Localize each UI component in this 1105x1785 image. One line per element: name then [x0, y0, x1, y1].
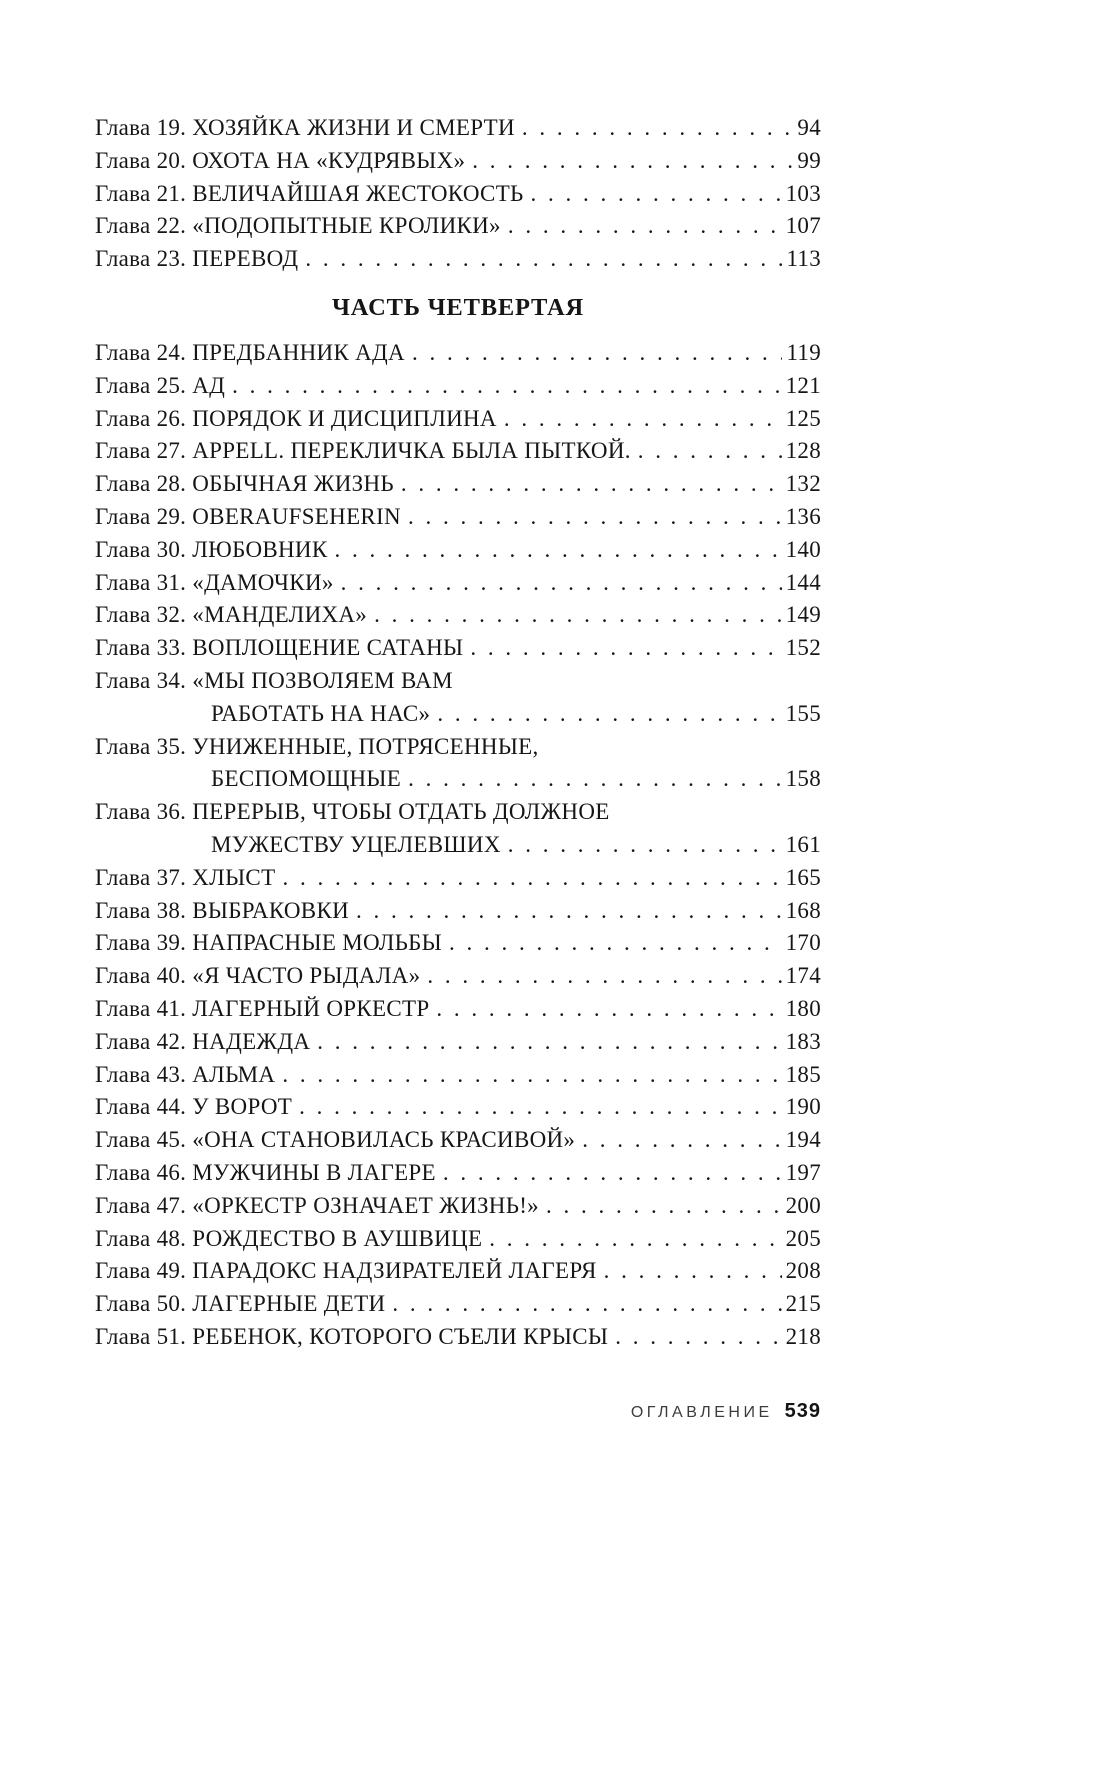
toc-entry	[95, 895, 821, 928]
dot-leader	[436, 993, 781, 1026]
toc-entry-title: Глава 28. ОБЫЧНАЯ ЖИЗНЬ	[95, 471, 394, 497]
toc-entry-page-number: 155	[785, 700, 821, 726]
toc-entry-page-number: 140	[785, 536, 821, 562]
toc-entry-line	[95, 243, 821, 276]
dot-leader	[546, 1190, 782, 1223]
dot-leader	[408, 501, 782, 534]
toc-entry	[95, 862, 821, 895]
toc-entry-line	[95, 370, 821, 403]
dot-leader	[437, 698, 781, 731]
toc-entry-page-number: 158	[785, 766, 821, 792]
toc-entry-line	[95, 829, 821, 862]
dot-leader	[401, 468, 782, 501]
toc-entry	[95, 632, 821, 665]
toc-entry-page-number: 190	[785, 1094, 821, 1120]
toc-entry	[95, 112, 821, 145]
toc-entry-title: МУЖЕСТВУ УЦЕЛЕВШИХ	[211, 831, 501, 857]
toc-entry-title: Глава 45. «ОНА СТАНОВИЛАСЬ КРАСИВОЙ»	[95, 1127, 576, 1153]
dot-leader	[282, 862, 781, 895]
dot-leader	[470, 632, 781, 665]
toc-entry-title: Глава 24. ПРЕДБАННИК АДА	[95, 339, 405, 365]
toc-entry-page-number: 200	[785, 1192, 821, 1218]
toc-entry-page-number: 194	[785, 1127, 821, 1153]
toc-entry	[95, 534, 821, 567]
dot-leader	[334, 534, 781, 567]
dot-leader	[508, 210, 782, 243]
toc-entry-line	[95, 1124, 821, 1157]
toc-entry	[95, 1321, 821, 1354]
toc-entry-title: Глава 47. «ОРКЕСТР ОЗНАЧАЕТ ЖИЗНЬ!»	[95, 1192, 539, 1218]
toc-entry-title: Глава 41. ЛАГЕРНЫЙ ОРКЕСТР	[95, 995, 430, 1021]
toc-entry-title: Глава 20. ОХОТА НА «КУДРЯВЫХ»	[95, 147, 466, 173]
toc-entry-title: БЕСПОМОЩНЫЕ	[211, 766, 402, 792]
toc-entry-page-number: 208	[785, 1258, 821, 1284]
dot-leader	[582, 1124, 781, 1157]
toc-entry	[95, 435, 821, 468]
toc-entry	[95, 1190, 821, 1223]
toc-entry-page-number: 168	[785, 897, 821, 923]
toc-entry-line	[95, 1157, 821, 1190]
page-footer	[631, 1400, 821, 1423]
toc-entry-page-number: 197	[785, 1159, 821, 1185]
toc-entry-title: Глава 34. «МЫ ПОЗВОЛЯЕМ ВАМ	[95, 667, 453, 693]
toc-entry	[95, 960, 821, 993]
toc-entry	[95, 337, 821, 370]
dot-leader	[472, 145, 793, 178]
toc-entry-page-number: 113	[786, 246, 821, 272]
toc-entry-line	[95, 501, 821, 534]
toc-entry-page-number: 99	[797, 147, 821, 173]
toc-entry	[95, 1091, 821, 1124]
toc-entry-line	[95, 960, 821, 993]
toc-entry	[95, 1255, 821, 1288]
toc-entry-line	[95, 599, 821, 632]
toc-entry-page-number: 152	[785, 635, 821, 661]
toc-entry-line	[95, 1255, 821, 1288]
toc-entry-line	[95, 862, 821, 895]
toc-entry-title: Глава 30. ЛЮБОВНИК	[95, 536, 328, 562]
toc-entry-line	[95, 1223, 821, 1256]
toc-entry-title: Глава 49. ПАРАДОКС НАДЗИРАТЕЛЕЙ ЛАГЕРЯ	[95, 1258, 597, 1284]
dot-leader	[443, 1157, 782, 1190]
toc-entry-line	[95, 210, 821, 243]
toc-entry-line	[95, 112, 821, 145]
toc-entry	[95, 1059, 821, 1092]
dot-leader	[489, 1223, 781, 1256]
dot-leader	[427, 960, 781, 993]
toc-entry	[95, 1223, 821, 1256]
toc-entry-line	[95, 468, 821, 501]
toc-entry-title: Глава 26. ПОРЯДОК И ДИСЦИПЛИНА	[95, 405, 497, 431]
toc-entry-page-number: 103	[785, 180, 821, 206]
dot-leader	[299, 1091, 782, 1124]
toc-entry-line	[95, 895, 821, 928]
toc-entry	[95, 403, 821, 436]
dot-leader	[604, 1255, 782, 1288]
dot-leader	[282, 1059, 781, 1092]
dot-leader	[341, 567, 782, 600]
dot-leader	[638, 435, 782, 468]
toc-entry-line	[95, 1059, 821, 1092]
toc-entry-line	[95, 927, 821, 960]
toc-entry-page-number: 215	[785, 1291, 821, 1317]
dot-leader	[449, 927, 782, 960]
dot-leader	[615, 1321, 781, 1354]
toc-entry-page-number: 218	[785, 1323, 821, 1349]
toc-entry	[95, 567, 821, 600]
toc-entry-line	[95, 665, 821, 698]
toc-entry-line	[95, 698, 821, 731]
dot-leader	[408, 763, 781, 796]
toc-entry-title: Глава 35. УНИЖЕННЫЕ, ПОТРЯСЕННЫЕ,	[95, 733, 539, 759]
toc-entry-line	[95, 145, 821, 178]
toc-entry-line	[95, 1091, 821, 1124]
toc-entry	[95, 731, 821, 797]
toc-entry-page-number: 174	[785, 963, 821, 989]
toc-entry	[95, 1288, 821, 1321]
toc-entry-line	[95, 632, 821, 665]
toc-entry	[95, 927, 821, 960]
toc-entry-page-number: 125	[785, 405, 821, 431]
toc-entry-page-number: 170	[785, 930, 821, 956]
toc-entry-page-number: 180	[785, 995, 821, 1021]
toc-entry-page-number: 165	[785, 864, 821, 890]
toc-entry	[95, 665, 821, 731]
toc-entry-line	[95, 534, 821, 567]
dot-leader	[317, 1026, 781, 1059]
dot-leader	[522, 112, 794, 145]
toc-entry-title: Глава 50. ЛАГЕРНЫЕ ДЕТИ	[95, 1291, 386, 1317]
dot-leader	[508, 829, 782, 862]
toc-entry-title: Глава 48. РОЖДЕСТВО В АУШВИЦЕ	[95, 1225, 483, 1251]
toc-entry-title: Глава 33. ВОПЛОЩЕНИЕ САТАНЫ	[95, 635, 464, 661]
dot-leader	[356, 895, 782, 928]
toc-entry-title: Глава 36. ПЕРЕРЫВ, ЧТОБЫ ОТДАТЬ ДОЛЖНОЕ	[95, 799, 610, 825]
toc-entry	[95, 370, 821, 403]
toc-entry-title: Глава 22. «ПОДОПЫТНЫЕ КРОЛИКИ»	[95, 213, 501, 239]
toc-entry-title: Глава 39. НАПРАСНЫЕ МОЛЬБЫ	[95, 930, 443, 956]
toc-entry-title: Глава 37. ХЛЫСТ	[95, 864, 276, 890]
toc-entry	[95, 1026, 821, 1059]
toc-entry	[95, 468, 821, 501]
toc-entry-line	[95, 1026, 821, 1059]
toc-entry-title: Глава 46. МУЖЧИНЫ В ЛАГЕРЕ	[95, 1159, 436, 1185]
toc-entry-line	[95, 178, 821, 211]
toc-entry-title: Глава 38. ВЫБРАКОВКИ	[95, 897, 350, 923]
toc-entry-title: Глава 32. «МАНДЕЛИХА»	[95, 602, 368, 628]
toc-entry-title: Глава 29. OBERAUFSEHERIN	[95, 503, 401, 529]
toc-entry	[95, 145, 821, 178]
toc-entry-title: Глава 44. У ВОРОТ	[95, 1094, 293, 1120]
toc-entry-page-number: 121	[785, 372, 821, 398]
toc-entry-page-number: 119	[786, 339, 821, 365]
toc-entry-page-number: 183	[785, 1028, 821, 1054]
footer-section-label: ОГЛАВЛЕНИЕ	[630, 1404, 773, 1421]
toc-entry-title: Глава 19. ХОЗЯЙКА ЖИЗНИ И СМЕРТИ	[95, 115, 515, 140]
dot-leader	[305, 243, 782, 276]
toc-entry	[95, 1124, 821, 1157]
dot-leader	[232, 370, 781, 403]
dot-leader	[504, 403, 782, 436]
toc-list-part-three	[95, 112, 821, 276]
dot-leader	[412, 337, 783, 370]
toc-entry-title: РАБОТАТЬ НА НАС»	[211, 700, 431, 726]
dot-leader	[531, 178, 782, 211]
toc-entry	[95, 993, 821, 1026]
toc-entry-title: Глава 40. «Я ЧАСТО РЫДАЛА»	[95, 963, 421, 989]
dot-leader	[374, 599, 781, 632]
toc-entry-line	[95, 403, 821, 436]
toc-entry-page-number: 149	[785, 602, 821, 628]
toc-entry-title: Глава 51. РЕБЕНОК, КОТОРОГО СЪЕЛИ КРЫСЫ	[95, 1323, 609, 1349]
toc-entry	[95, 501, 821, 534]
toc-entry-line	[95, 567, 821, 600]
toc-entry-page-number: 136	[785, 503, 821, 529]
toc-entry-page-number: 107	[785, 213, 821, 239]
toc-entry-line	[95, 796, 821, 829]
toc-entry-title: Глава 43. АЛЬМА	[95, 1061, 276, 1087]
toc-entry-line	[95, 993, 821, 1026]
toc-entry-line	[95, 337, 821, 370]
toc-entry-title: Глава 21. ВЕЛИЧАЙШАЯ ЖЕСТОКОСТЬ	[95, 180, 524, 206]
toc-entry-page-number: 185	[785, 1061, 821, 1087]
toc-entry	[95, 178, 821, 211]
toc-entry-page-number: 161	[785, 831, 821, 857]
toc-entry	[95, 210, 821, 243]
dot-leader	[392, 1288, 781, 1321]
toc-entry-page-number: 144	[785, 569, 821, 595]
toc-entry-page-number: 94	[797, 115, 821, 140]
toc-entry	[95, 599, 821, 632]
toc-entry-line	[95, 1288, 821, 1321]
toc-entry-title: Глава 27. APPELL. ПЕРЕКЛИЧКА БЫЛА ПЫТКОЙ.	[95, 438, 631, 464]
toc-entry-page-number: 205	[785, 1225, 821, 1251]
toc-entry-title: Глава 31. «ДАМОЧКИ»	[95, 569, 334, 595]
toc-entry-page-number: 128	[785, 438, 821, 464]
toc-entry-line	[95, 1190, 821, 1223]
toc-entry	[95, 796, 821, 862]
toc-entry-page-number: 132	[785, 471, 821, 497]
toc-list-part-four	[95, 337, 821, 1354]
toc-entry-line	[95, 435, 821, 468]
toc-entry-title: Глава 23. ПЕРЕВОД	[95, 246, 299, 272]
toc-entry	[95, 243, 821, 276]
toc-entry-line	[95, 763, 821, 796]
footer-page-number: 539	[784, 1400, 821, 1422]
toc-entry-line	[95, 1321, 821, 1354]
toc-entry-line	[95, 731, 821, 764]
toc-entry-title: Глава 42. НАДЕЖДА	[95, 1028, 311, 1054]
section-heading: ЧАСТЬ ЧЕТВЕРТАЯ	[332, 293, 584, 321]
toc-page	[95, 112, 821, 1354]
toc-entry-title: Глава 25. АД	[95, 372, 226, 398]
toc-entry	[95, 1157, 821, 1190]
